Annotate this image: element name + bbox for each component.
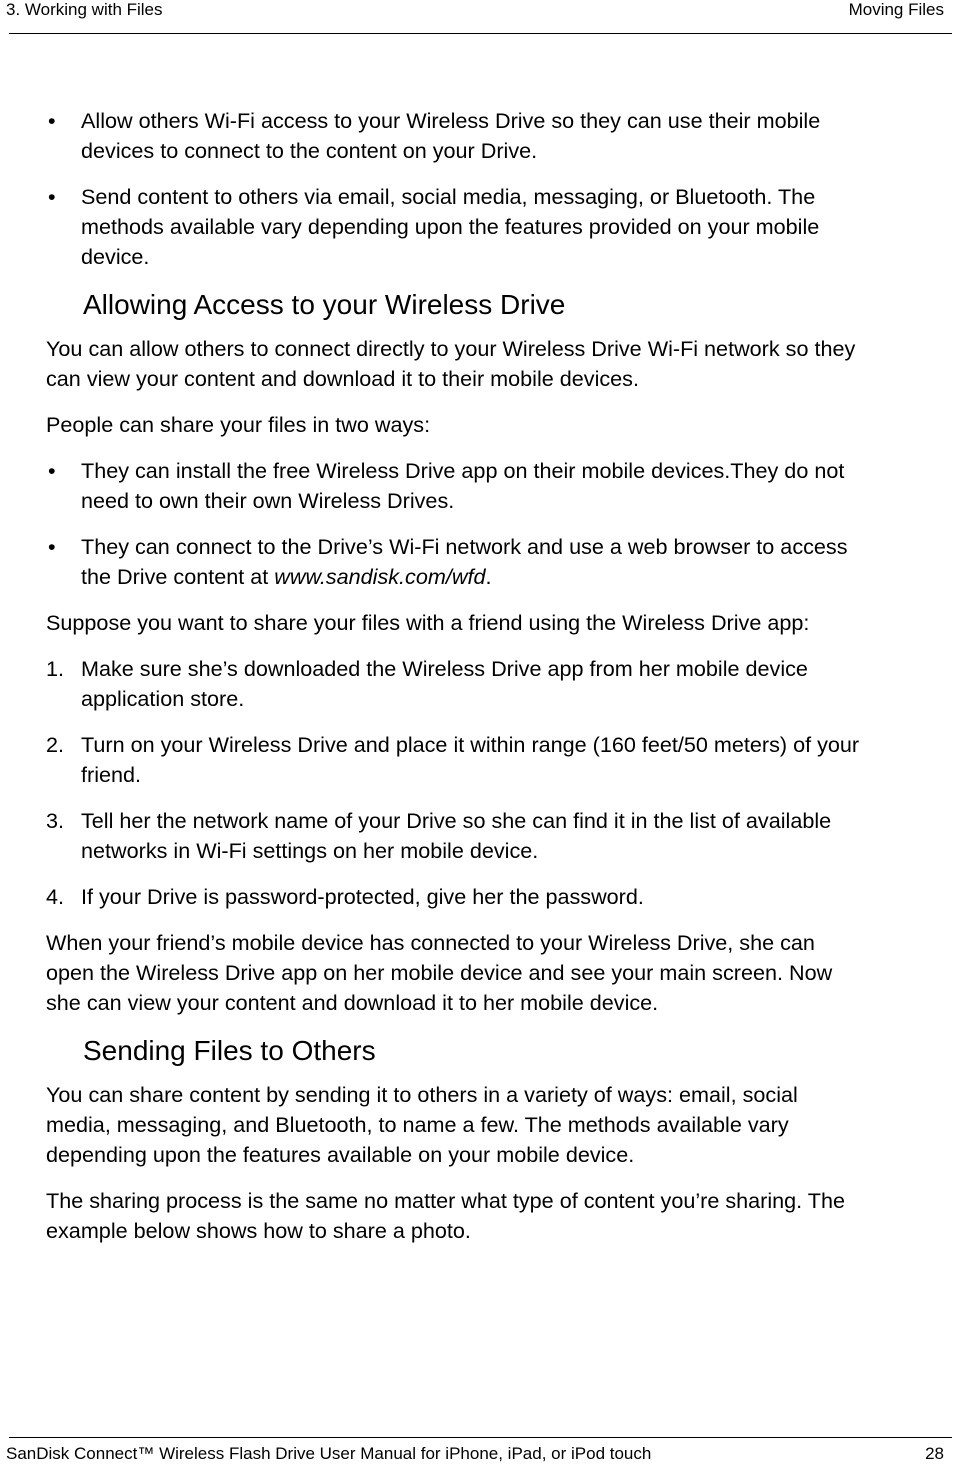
numbered-step <box>46 882 956 912</box>
step-line: friend. <box>81 762 142 787</box>
sandisk-wfd-link[interactable]: www.sandisk.com/wfd <box>274 564 486 589</box>
paragraph-line: she can view your content and download it to her mobile device. <box>46 990 659 1015</box>
step-line: If your Drive is password-protected, give her the password. <box>81 884 644 909</box>
bullet-marker: • <box>48 184 56 209</box>
list-item-line <box>81 562 956 592</box>
list-item <box>46 532 956 592</box>
list-item-line: need to own their own Wireless Drives. <box>81 488 455 513</box>
list-item-line: They can install the free Wireless Drive app on their mobile devices.They do not <box>81 458 845 483</box>
paragraph-ways-intro: People can share your files in two ways: <box>46 412 431 437</box>
list-item-line: devices to connect to the content on your Drive. <box>81 138 538 163</box>
list-item-line: methods available vary depending upon the features provided on your mobile <box>81 214 820 239</box>
list-item <box>46 456 956 516</box>
page-number: 28 <box>925 1444 944 1463</box>
paragraph-line: You can allow others to connect directly to your Wireless Drive Wi-Fi network so they <box>46 336 856 361</box>
step-line: Tell her the network name of your Drive so she can find it in the list of available <box>81 808 832 833</box>
line-prefix: the Drive content at <box>81 564 275 589</box>
section-heading-sending-files: Sending Files to Others <box>83 1035 376 1066</box>
list-item <box>46 182 956 272</box>
paragraph-line: When your friend’s mobile device has connected to your Wireless Drive, she can <box>46 930 815 955</box>
numbered-step <box>46 654 956 714</box>
step-number: 1. <box>46 656 65 681</box>
paragraph-suppose: Suppose you want to share your files with a friend using the Wireless Drive app: <box>46 610 810 635</box>
footer-rule <box>9 1437 952 1438</box>
step-line: application store. <box>81 686 245 711</box>
running-header-section: Moving Files <box>848 0 944 19</box>
list-item-line: Allow others Wi-Fi access to your Wireless Drive so they can use their mobile <box>81 108 821 133</box>
paragraph-line: open the Wireless Drive app on her mobile device and see your main screen. Now <box>46 960 833 985</box>
step-line: Turn on your Wireless Drive and place it within range (160 feet/50 meters) of your <box>81 732 860 757</box>
bullet-marker: • <box>48 534 56 559</box>
paragraph-sending <box>46 1080 956 1170</box>
bullet-marker: • <box>48 458 56 483</box>
step-number: 4. <box>46 884 65 909</box>
list-item <box>46 106 956 166</box>
line-suffix: . <box>485 564 492 589</box>
list-item-line: Send content to others via email, social media, messaging, or Bluetooth. The <box>81 184 816 209</box>
bullet-marker: • <box>48 108 56 133</box>
list-item-line: They can connect to the Drive’s Wi-Fi network and use a web browser to access <box>81 534 848 559</box>
paragraph-line: example below shows how to share a photo. <box>46 1218 471 1243</box>
section-heading-allowing-access: Allowing Access to your Wireless Drive <box>83 289 566 320</box>
paragraph-line: You can share content by sending it to others in a variety of ways: email, social <box>46 1082 798 1107</box>
running-header-chapter: 3. Working with Files <box>6 0 163 19</box>
header-rule <box>9 33 952 34</box>
paragraph-process <box>46 1186 956 1246</box>
step-line: Make sure she’s downloaded the Wireless Drive app from her mobile device <box>81 656 808 681</box>
numbered-step <box>46 806 956 866</box>
paragraph-line: can view your content and download it to their mobile devices. <box>46 366 639 391</box>
numbered-step <box>46 730 956 790</box>
page-body <box>46 106 956 1262</box>
paragraph-line: media, messaging, and Bluetooth, to name a few. The methods available vary <box>46 1112 789 1137</box>
paragraph-intro <box>46 334 956 394</box>
step-number: 3. <box>46 808 65 833</box>
list-item-line: device. <box>81 244 150 269</box>
paragraph-line: The sharing process is the same no matter what type of content you’re sharing. The <box>46 1188 845 1213</box>
step-line: networks in Wi-Fi settings on her mobile device. <box>81 838 539 863</box>
paragraph-line: depending upon the features available on your mobile device. <box>46 1142 635 1167</box>
footer-title: SanDisk Connect™ Wireless Flash Drive User Manual for iPhone, iPad, or iPod touch <box>6 1444 652 1463</box>
step-number: 2. <box>46 732 65 757</box>
paragraph-closing <box>46 928 956 1018</box>
